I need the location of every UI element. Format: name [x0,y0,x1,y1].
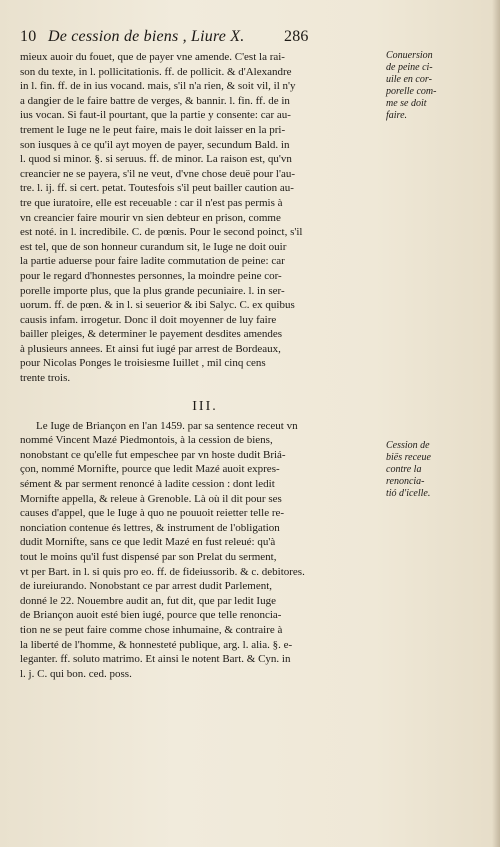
margin-line: contre la [386,464,422,475]
text-line: porelle importe plus, que la plus grande pecuniaire. l. in ser- [20,284,285,297]
text-line: Le Iuge de Briançon en l'an 1459. par sa sentence receut vn [36,419,298,432]
text-line: l. quod si minor. §. si seruus. ff. de minor. La raison est, qu'vn [20,153,292,166]
text-line: leganter. ff. soluto matrimo. Et ainsi le notent Bart. & Cyn. in [20,653,291,666]
text-line: donné le 22. Nouembre audit an, fut dit, que par ledit Iuge [20,594,276,607]
main-text-block [20,50,390,681]
text-line: de Briançon auoit esté bien iugé, pource que telle renoncia- [20,609,282,622]
margin-line: tió d'icelle. [386,488,431,499]
text-line: sément & par serment renoncé à ladite cession : dont ledit [20,478,275,491]
text-line: est tel, que de son honneur curandum sit, le Iuge ne doit ouir [20,240,287,253]
text-line: tre. l. ij. ff. si cert. petat. Toutesfois s'il peut bailler caution au- [20,182,294,195]
text-line: la partie aduerse pour faire ladite commutation de peine: car [20,255,285,268]
margin-line: biës receue [386,452,431,463]
margin-line: renoncia- [386,476,425,487]
text-line: à plusieurs annees. Et ainsi fut iugé par arrest de Bordeaux, [20,342,281,355]
text-line: son du texte, in l. pollicitationis. ff. de pollicit. & d'Alexandre [20,65,292,78]
text-line: pour Nicolas Ponges le troisiesme Iuillet , mil cinq cens [20,357,266,370]
text-line: Mornifte appella, & releue à Grenoble. Là où il dit pour ses [20,492,282,505]
paragraph-1 [20,50,390,386]
text-line: in l. fin. ff. de in ius vocand. mais, s'il n'a rien, & soit vil, il n'y [20,80,296,93]
margin-line: me se doit [386,98,427,109]
text-line: son iusques à ce qu'il ayt moyen de payer, secundum Bald. in [20,138,290,151]
text-line: ius vocan. Si faut-il pourtant, que la partie y consente: car au- [20,109,291,122]
text-line: causis infam. irrogetur. Donc il doit moyenner de luy faire [20,313,277,326]
text-line: çon, nommé Mornifte, pource que ledit Mazé auoit expres- [20,463,280,476]
text-line: la liberté de l'homme, & honnesteté publique, arg. l. alia. §. e- [20,638,293,651]
text-line: l. j. C. qui bon. ced. poss. [20,667,132,680]
text-line: tout le moins qu'il fust dispensé par son Prelat du serment, [20,551,277,563]
page-header [20,28,420,50]
page-number: 10 [20,28,37,45]
text-line: est noté. in l. incredibile. C. de pœnis. Pour le second poinct, s'il [20,226,303,239]
text-line: mieux auoir du fouet, que de payer vne amende. C'est la rai- [20,51,285,63]
text-line: nonciation contenue és lettres, & instrument de l'obligation [20,521,280,534]
page-edge-shadow [492,0,500,847]
text-line: trente trois. [20,372,71,385]
running-title: De cession de biens , Liure X. [48,28,245,45]
margin-line: de peine ci- [386,62,433,73]
text-line: causes d'appel, que le Iuge à quo ne pouuoit reietter telle re- [20,507,285,520]
paragraph-2 [20,419,390,682]
folio-number: 286 [284,28,309,45]
margin-line: Cession de [386,440,430,451]
margin-line: uile en cor- [386,74,432,85]
text-line: bailler pleiges, & determiner le payement desdites amendes [20,328,283,341]
text-line: vn creancier faire mourir vn sien debteur en prison, comme [20,211,281,224]
margin-line: Conuersion [386,50,433,61]
text-line: creancier ne se payera, s'il ne veut, d'vne chose deuë pour l'au- [20,167,296,180]
text-line: nonobstant ce qu'elle fut empeschee par vn hoste dudit Briá- [20,448,286,461]
text-line: tion ne se peut faire comme chose inhumaine, & contraire à [20,623,283,636]
margin-line: faire. [386,110,408,121]
text-line: dudit Mornifte, sans ce que ledit Mazé en fust releué: qu'à [20,536,276,549]
text-line: vt per Bart. in l. si quis pro eo. ff. de fideiussorib. & c. debitores. [20,565,305,578]
text-line: trement le Iuge ne le peut faire, mais le doit laisser en la pri- [20,123,286,136]
text-line: uorum. ff. de pœn. & in l. si seuerior & ibi Salyc. C. ex quibus [20,299,295,312]
section-number: III. [192,398,218,414]
text-line: de iureiurando. Nonobstant ce par arrest dudit Parlement, [20,580,273,593]
text-line: nommé Vincent Mazé Piedmontois, à la cession de biens, [20,434,273,447]
margin-note-cession [386,440,496,500]
text-line: pour le regard d'honnestes personnes, la moindre peine cor- [20,269,282,282]
text-line: tre que iuratoire, elle est receuable : car il n'est pas permis à [20,196,283,209]
margin-note-conversion [386,50,496,122]
text-line: a dangier de le faire battre de verges, & bannir. l. fin. ff. de in [20,94,290,107]
margin-line: porelle com- [386,86,437,97]
